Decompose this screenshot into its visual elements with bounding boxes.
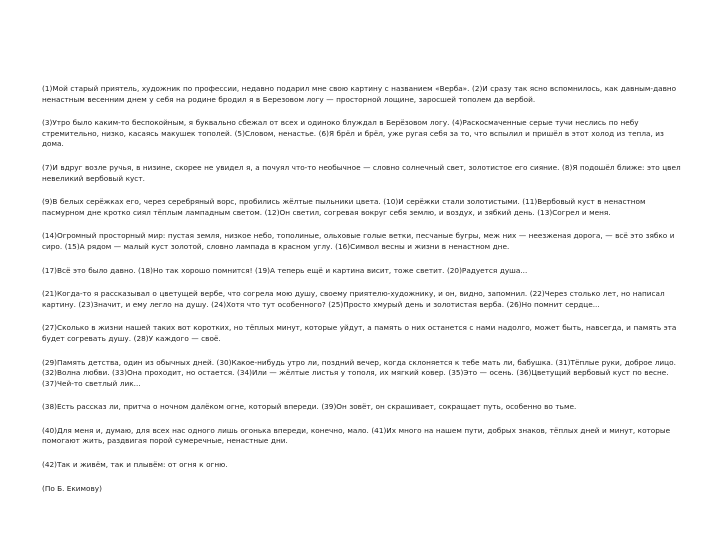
document-body [42, 84, 682, 494]
paragraph-9: (29)Память детства, один из обычных дней. (30)Какое-нибудь утро ли, поздний вечер, когда склоняется к тебе мать ли, бабушка. (31)Тёплые руки, доброе лицо. (32)Волна любви. (33)Она проходит, но остается. (34)Или — жёлтые листья у тополя, их мягкий ковер. (35)Это — осень. (36)Цветущий вербовый куст по весне. (37)Чей-то светлый лик... [42, 357, 676, 388]
paragraph-7: (21)Когда-то я рассказывал о цветущей вербе, что согрела мою душу, своему приятелю-художнику, и он, видно, запомнил. (22)Через столько лет, но написал картину. (23)Значит, и ему легло на душу. (24)Хотя что тут особенного? (25)Просто хмурый день и золотистая верба. (26)Но помнит сердце... [42, 289, 665, 309]
paragraph-6: (17)Всё это было давно. (18)Но так хорошо помнится! (19)А теперь ещё и картина висит, тоже светит. (20)Радуется душа... [42, 265, 528, 275]
paragraph-5: (14)Огромный просторный мир: пустая земля, низкое небо, тополиные, ольховые голые ветки, песчаные бугры, меж них — неезженая дорога, — всё это зябко и сиро. (15)А рядом — малый куст золотой, словно лампада в красном углу. (16)Символ весны и жизни в ненастном дне. [42, 231, 675, 251]
paragraph-10: (38)Есть рассказ ли, притча о ночном далёком огне, который впереди. (39)Он зовёт, он скрашивает, сокращает путь, особенно во тьме. [42, 402, 577, 412]
paragraph-11: (40)Для меня и, думаю, для всех нас одного лишь огонька впереди, конечно, мало. (41)Их много на нашем пути, добрых знаков, тёплых дней и минут, которые помогают жить, раздвигая порой сумеречные, ненастные дни. [42, 425, 671, 446]
paragraph-8: (27)Сколько в жизни нашей таких вот коротких, но тёплых минут, которые уйдут, а память о них останется с нами надолго, может быть, навсегда, и память эта будет согревать душу. (28)У каждого — своё. [42, 323, 677, 343]
paragraph-4: (9)В белых серёжках его, через серебряный ворс, пробились жёлтые пыльники цвета. (10)И серёжки стали золотистыми. (11)Вербовый куст в ненастном пасмурном дне кротко сиял тёплым лампадным светом. (12)Он светил, согревая вокруг себя землю, и воздух, и зябкий день. (13)Согрел и меня. [42, 197, 646, 217]
paragraph-1: (1)Мой старый приятель, художник по профессии, недавно подарил мне свою картину с названием «Верба». (2)И сразу так ясно вспомнилось, как давным-давно ненастным весенним днем у себя на родине бродил я в Березовом логу — просторной лощине, заросшей тополем да вербой. [42, 84, 677, 104]
paragraph-3: (7)И вдруг возле ручья, в низине, скорее не увидел я, а почуял что-то необычное — словно солнечный свет, золотистое его сияние. (8)Я подошёл ближе: это цвел невеликий вербовый куст. [42, 162, 681, 183]
source-attribution: (По Б. Екимову) [42, 483, 102, 493]
paragraph-2: (3)Утро было каким-то беспокойным, я буквально сбежал от всех и одиноко блуждал в Берёзовом логу. (4)Раскосмаченные серые тучи неслись по небу стремительно, низко, касаясь макушек тополей. (5)Словом, ненастье. (6)Я брёл и брёл, уже ругая себя за то, что вспылил и пришёл в этот холод из тепла, из дома. [42, 118, 664, 149]
paragraph-12: (42)Так и живём, так и плывём: от огня к огню. [42, 460, 228, 470]
